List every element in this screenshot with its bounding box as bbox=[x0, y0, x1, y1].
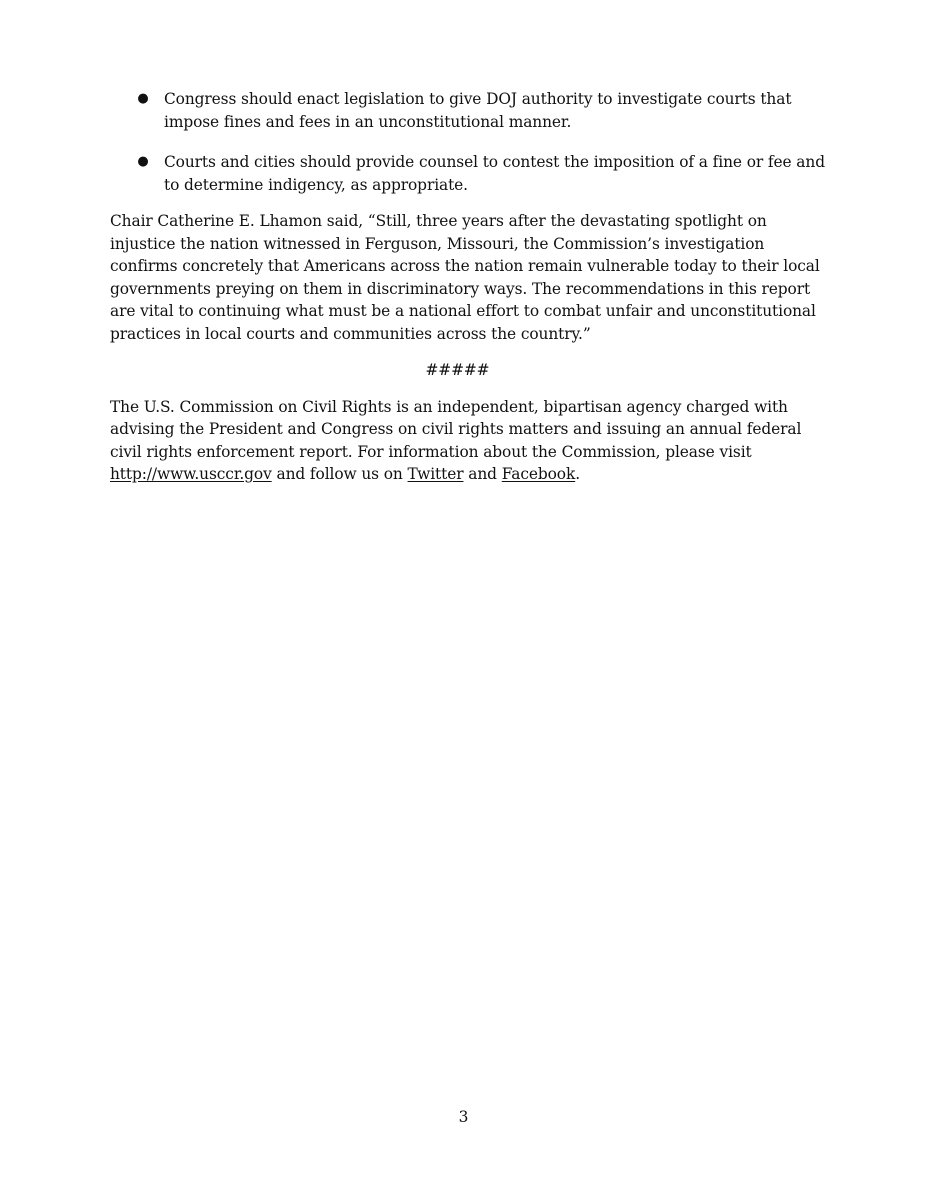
list-item bbox=[110, 151, 825, 196]
twitter-link[interactable]: Twitter bbox=[407, 465, 464, 483]
about-text: The U.S. Commission on Civil Rights is an independent, bipartisan agency charged with advising the President and Congress on civil rights matters and issuing an annual federal civil rights enforcement report. For information about the Commission, please visit bbox=[110, 397, 802, 461]
recommendations-list bbox=[110, 88, 825, 196]
list-item-text: Courts and cities should provide counsel to contest the imposition of a fine or fee and to determine indigency, as appropriate. bbox=[164, 153, 825, 194]
page-content bbox=[110, 88, 825, 500]
facebook-link[interactable]: Facebook bbox=[501, 465, 576, 483]
website-link[interactable]: http://www.usccr.gov bbox=[110, 465, 272, 483]
bullet-icon: ● bbox=[137, 91, 149, 106]
list-item bbox=[110, 88, 825, 133]
about-text-end: . bbox=[575, 465, 580, 483]
page-number: 3 bbox=[458, 1108, 469, 1126]
list-item-text: Congress should enact legislation to give DOJ authority to investigate courts that impose fines and fees in an unconstitutional manner. bbox=[164, 90, 792, 131]
about-text-middle: and follow us on bbox=[271, 465, 408, 483]
about-paragraph bbox=[110, 396, 825, 486]
bullet-icon: ● bbox=[137, 154, 149, 169]
quote-paragraph: Chair Catherine E. Lhamon said, “Still, three years after the devastating spotlight on injustice the nation witnessed in Ferguson, Missouri, the Commission’s investigation confirms concretely that Americans across the nation remain vulnerable today to their local governments preying on them in discriminatory ways. The recommendations in this report are vital to continuing what must be a national effort to combat unfair and unconstitutional practices in local courts and communities across the country.” bbox=[110, 212, 820, 343]
section-separator: ##### bbox=[425, 361, 490, 379]
about-text-and: and bbox=[463, 465, 502, 483]
